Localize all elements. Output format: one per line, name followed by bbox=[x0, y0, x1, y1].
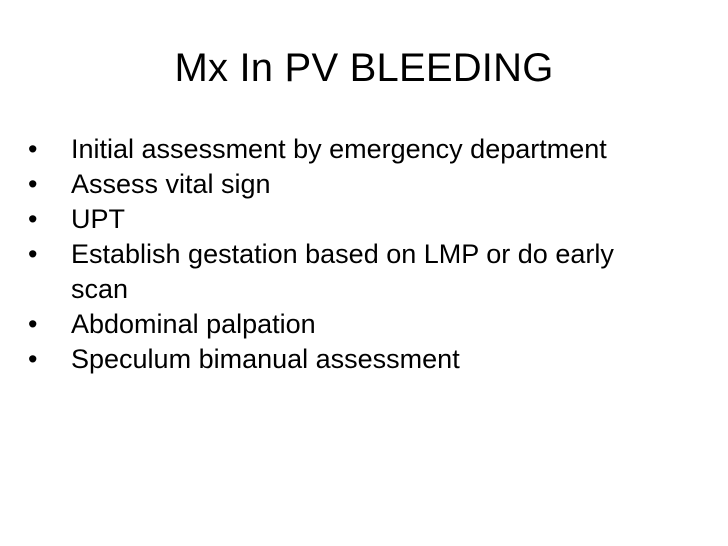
list-item-text: Initial assessment by emergency department bbox=[71, 134, 607, 164]
bullet-list bbox=[28, 132, 668, 377]
list-item bbox=[28, 237, 668, 307]
slide-title: Mx In PV BLEEDING bbox=[174, 46, 554, 90]
list-item bbox=[28, 307, 668, 342]
list-item bbox=[28, 167, 668, 202]
list-item bbox=[28, 132, 668, 167]
bullet-icon: • bbox=[28, 344, 38, 374]
list-item-text: UPT bbox=[71, 204, 125, 234]
bullet-icon: • bbox=[28, 239, 38, 269]
bullet-icon: • bbox=[28, 169, 38, 199]
bullet-icon: • bbox=[28, 204, 38, 234]
list-item-text: Speculum bimanual assessment bbox=[71, 344, 460, 374]
list-item-text: Establish gestation based on LMP or do early scan bbox=[71, 239, 614, 304]
bullet-icon: • bbox=[28, 134, 38, 164]
bullet-icon: • bbox=[28, 309, 38, 339]
list-item bbox=[28, 342, 668, 377]
list-item bbox=[28, 202, 668, 237]
list-item-text: Assess vital sign bbox=[71, 169, 271, 199]
list-item-text: Abdominal palpation bbox=[71, 309, 316, 339]
